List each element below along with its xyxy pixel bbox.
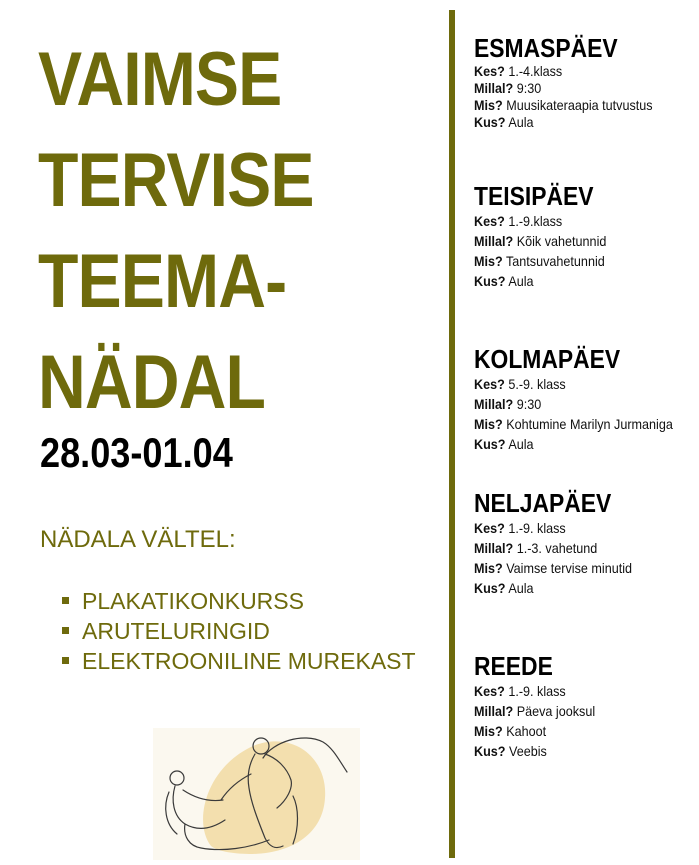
day-wednesday bbox=[474, 345, 699, 454]
row-when bbox=[474, 394, 677, 414]
row-label: Mis? bbox=[474, 97, 503, 113]
row-value: Aula bbox=[508, 273, 534, 289]
day-name: REEDE bbox=[474, 651, 553, 681]
row-value: 1.-9. klass bbox=[508, 520, 566, 536]
row-value: 1.-9. klass bbox=[508, 683, 566, 699]
row-label: Mis? bbox=[474, 723, 503, 739]
row-label: Kes? bbox=[474, 63, 505, 79]
row-who bbox=[474, 681, 677, 701]
bullet-icon bbox=[62, 597, 69, 604]
row-value: 1.-9.klass bbox=[508, 213, 563, 229]
day-name: TEISIPÄEV bbox=[474, 181, 594, 211]
row-label: Millal? bbox=[474, 703, 514, 719]
day-name: ESMASPÄEV bbox=[474, 33, 618, 63]
date-range: 28.03-01.04 bbox=[40, 429, 233, 476]
activity-list bbox=[62, 586, 416, 676]
row-value: Kahoot bbox=[506, 723, 547, 739]
day-name: NELJAPÄEV bbox=[474, 488, 612, 518]
row-label: Millal? bbox=[474, 396, 514, 412]
row-label: Kus? bbox=[474, 273, 506, 289]
row-who bbox=[474, 211, 677, 231]
list-item-label: ELEKTROONILINE MUREKAST bbox=[82, 648, 416, 674]
list-item bbox=[62, 616, 416, 646]
row-value: 9:30 bbox=[516, 396, 542, 412]
row-who bbox=[474, 63, 677, 80]
title-line-2: TERVISE bbox=[38, 138, 314, 223]
illustration-svg bbox=[153, 728, 360, 860]
row-label: Mis? bbox=[474, 560, 503, 576]
day-friday bbox=[474, 652, 699, 761]
row-label: Kus? bbox=[474, 580, 506, 596]
title-line-3: TEEMA- bbox=[38, 239, 287, 324]
row-when bbox=[474, 231, 677, 251]
row-value: Päeva jooksul bbox=[516, 703, 596, 719]
day-thursday bbox=[474, 489, 699, 598]
row-value: Aula bbox=[508, 436, 534, 452]
row-where bbox=[474, 741, 677, 761]
row-value: Veebis bbox=[509, 743, 547, 759]
row-where bbox=[474, 271, 677, 291]
row-label: Kus? bbox=[474, 114, 506, 130]
title-line-4: NÄDAL bbox=[38, 340, 266, 425]
row-value: Kohtumine Marilyn Jurmaniga bbox=[506, 416, 673, 432]
row-label: Kus? bbox=[474, 743, 506, 759]
day-monday bbox=[474, 34, 699, 131]
day-tuesday bbox=[474, 182, 699, 291]
row-what bbox=[474, 558, 677, 578]
row-label: Millal? bbox=[474, 233, 514, 249]
list-item bbox=[62, 586, 416, 616]
row-what bbox=[474, 721, 677, 741]
row-what bbox=[474, 97, 677, 114]
bullet-icon bbox=[62, 657, 69, 664]
title-line-1: VAIMSE bbox=[38, 37, 282, 122]
row-who bbox=[474, 518, 677, 538]
row-label: Kus? bbox=[474, 436, 506, 452]
row-value: Muusikateraapia tutvustus bbox=[506, 97, 653, 113]
row-value: 5.-9. klass bbox=[508, 376, 566, 392]
row-value: 1.-4.klass bbox=[508, 63, 563, 79]
row-where bbox=[474, 578, 677, 598]
day-name: KOLMAPÄEV bbox=[474, 344, 621, 374]
two-people-line-art-icon bbox=[153, 728, 360, 860]
row-label: Kes? bbox=[474, 683, 505, 699]
row-value: Vaimse tervise minutid bbox=[506, 560, 633, 576]
row-value: Tantsuvahetunnid bbox=[505, 253, 605, 269]
row-label: Kes? bbox=[474, 520, 505, 536]
row-where bbox=[474, 434, 677, 454]
row-when bbox=[474, 538, 677, 558]
list-item bbox=[62, 646, 416, 676]
row-label: Kes? bbox=[474, 376, 505, 392]
row-what bbox=[474, 251, 677, 271]
column-divider bbox=[449, 10, 455, 858]
row-label: Mis? bbox=[474, 253, 503, 269]
row-when bbox=[474, 80, 677, 97]
bullet-icon bbox=[62, 627, 69, 634]
row-label: Millal? bbox=[474, 540, 514, 556]
row-where bbox=[474, 114, 677, 131]
row-label: Kes? bbox=[474, 213, 505, 229]
row-label: Mis? bbox=[474, 416, 503, 432]
row-what bbox=[474, 414, 677, 434]
row-value: 1.-3. vahetund bbox=[516, 540, 598, 556]
row-value: Kõik vahetunnid bbox=[516, 233, 607, 249]
row-who bbox=[474, 374, 677, 394]
row-value: Aula bbox=[508, 580, 534, 596]
list-item-label: ARUTELURINGID bbox=[82, 618, 270, 644]
row-when bbox=[474, 701, 677, 721]
row-value: 9:30 bbox=[516, 80, 542, 96]
list-item-label: PLAKATIKONKURSS bbox=[82, 588, 304, 614]
week-heading: NÄDALA VÄLTEL: bbox=[40, 526, 236, 553]
row-value: Aula bbox=[508, 114, 534, 130]
row-label: Millal? bbox=[474, 80, 514, 96]
